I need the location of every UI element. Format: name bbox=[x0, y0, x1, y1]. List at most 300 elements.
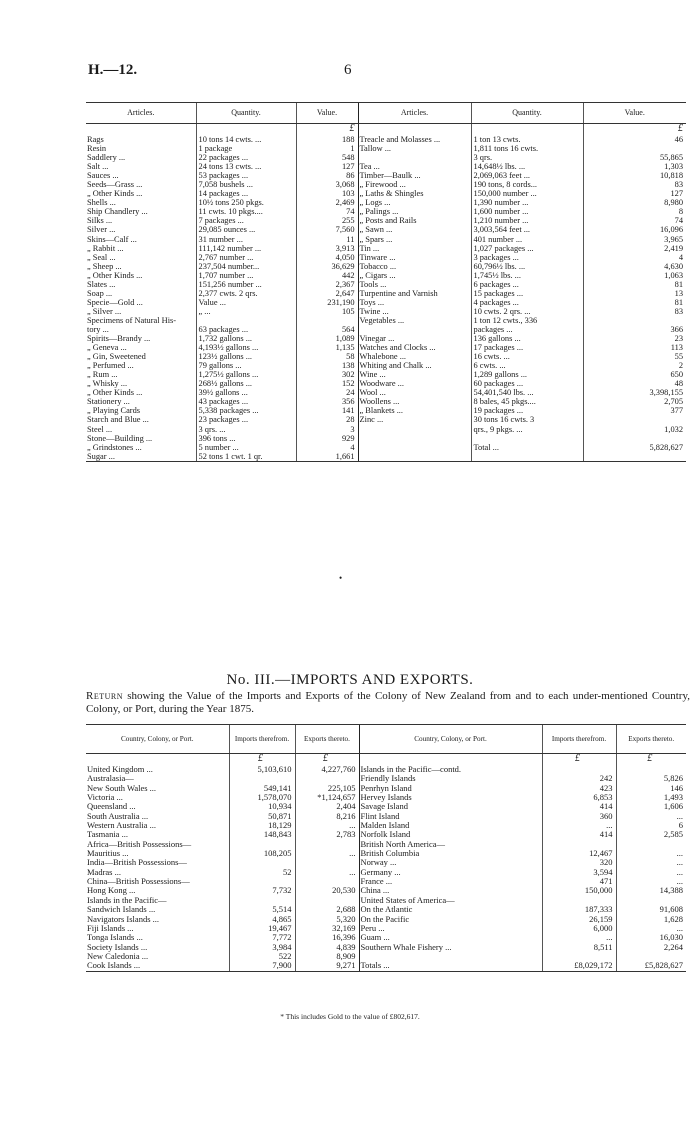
exports-cell: 9,271 bbox=[295, 961, 359, 971]
quantity-cell: 111,142 number ... bbox=[196, 244, 296, 253]
article-cell: „ Grindstones ... bbox=[87, 442, 142, 452]
value-cell: 3,398,155 bbox=[583, 388, 686, 397]
quantity-cell: 6 cwts. ... bbox=[471, 361, 583, 370]
value-cell: 81 bbox=[583, 298, 686, 307]
country-cell bbox=[359, 952, 542, 961]
quantity-cell: 396 tons ... bbox=[196, 434, 296, 443]
quantity-cell: 4,193½ gallons ... bbox=[196, 343, 296, 352]
exports-cell: 8,216 bbox=[295, 812, 359, 821]
quantity-cell: 14,648½ lbs. ... bbox=[471, 162, 583, 171]
table-row bbox=[86, 280, 686, 289]
value-cell: 650 bbox=[583, 370, 686, 379]
value-cell: 24 bbox=[296, 388, 358, 397]
imports-cell: 148,843 bbox=[229, 830, 295, 839]
article-cell: Stone—Building ... bbox=[87, 433, 153, 443]
exports-cell: 225,105 bbox=[295, 784, 359, 793]
exports-cell: 4,839 bbox=[295, 943, 359, 952]
quantity-cell: 14 packages ... bbox=[196, 189, 296, 198]
value-cell: 83 bbox=[583, 307, 686, 316]
table-row bbox=[86, 840, 686, 849]
exports-cell: ... bbox=[616, 812, 686, 821]
article-cell: „ Sawn ... bbox=[358, 225, 471, 234]
quantity-cell: 123½ gallons ... bbox=[196, 352, 296, 361]
quantity-cell: 63 packages ... bbox=[196, 325, 296, 334]
country-cell: Society Islands ... bbox=[87, 942, 148, 952]
exports-cell: 2,585 bbox=[616, 830, 686, 839]
articles-table-header bbox=[86, 103, 686, 124]
quantity-cell: 1,289 gallons ... bbox=[471, 370, 583, 379]
quantity-cell: 60 packages ... bbox=[471, 379, 583, 388]
country-cell: France ... bbox=[359, 877, 542, 886]
imports-cell: 12,467 bbox=[542, 849, 616, 858]
exports-cell: ... bbox=[295, 849, 359, 858]
value-cell: 13 bbox=[583, 289, 686, 298]
article-cell: Stationery ... bbox=[87, 397, 130, 407]
currency-exports-left: £ bbox=[295, 754, 359, 766]
exports-cell: ... bbox=[295, 868, 359, 877]
table-row bbox=[86, 765, 686, 774]
country-cell: India—British Possessions— bbox=[87, 858, 187, 868]
value-cell: 46 bbox=[583, 135, 686, 144]
country-cell: Western Australia ... bbox=[87, 821, 156, 831]
quantity-cell: 4 packages ... bbox=[471, 298, 583, 307]
quantity-cell: Value ... bbox=[196, 298, 296, 307]
value-cell: 10,818 bbox=[583, 171, 686, 180]
table-row bbox=[86, 397, 686, 406]
quantity-cell: 24 tons 13 cwts. ... bbox=[196, 162, 296, 171]
article-cell: „ Laths & Shingles bbox=[358, 189, 471, 198]
quantity-cell: packages ... bbox=[471, 325, 583, 334]
table-row bbox=[86, 886, 686, 895]
article-cell: Tin ... bbox=[358, 244, 471, 253]
imports-cell: 320 bbox=[542, 858, 616, 867]
exports-cell: 32,169 bbox=[295, 924, 359, 933]
quantity-cell: 136 gallons ... bbox=[471, 334, 583, 343]
country-cell: Hong Kong ... bbox=[87, 886, 136, 896]
imports-cell: 7,900 bbox=[229, 961, 295, 971]
quantity-cell: 3,003,564 feet ... bbox=[471, 225, 583, 234]
value-cell bbox=[296, 316, 358, 325]
table-row bbox=[86, 858, 686, 867]
table-row bbox=[86, 849, 686, 858]
table-row bbox=[86, 388, 686, 397]
quantity-cell: 60,796½ lbs. ... bbox=[471, 262, 583, 271]
quantity-cell: 16 cwts. ... bbox=[471, 352, 583, 361]
table-row bbox=[86, 961, 686, 971]
country-cell: Australasia— bbox=[87, 774, 134, 784]
value-cell: 1,135 bbox=[296, 343, 358, 352]
header-exports-right: Exports thereto. bbox=[616, 725, 686, 754]
article-cell: Salt ... bbox=[87, 162, 109, 172]
header-imports-left: Imports therefrom. bbox=[229, 725, 295, 754]
country-cell: Norfolk Island bbox=[359, 830, 542, 839]
article-cell: Steel ... bbox=[87, 424, 113, 434]
country-cell: Islands in the Pacific—contd. bbox=[359, 765, 542, 774]
imports-cell: 108,205 bbox=[229, 849, 295, 858]
country-cell: Peru ... bbox=[359, 924, 542, 933]
table-row bbox=[86, 868, 686, 877]
quantity-cell: 1,600 number ... bbox=[471, 207, 583, 216]
imports-cell bbox=[229, 896, 295, 905]
article-cell: Twine ... bbox=[358, 307, 471, 316]
table-row bbox=[86, 144, 686, 153]
value-cell: 2,647 bbox=[296, 289, 358, 298]
quantity-cell: 7,058 bushels ... bbox=[196, 180, 296, 189]
value-cell: 105 bbox=[296, 307, 358, 316]
table-row bbox=[86, 943, 686, 952]
table-row bbox=[86, 316, 686, 325]
imports-cell: 522 bbox=[229, 952, 295, 961]
quantity-cell: 1,027 packages ... bbox=[471, 244, 583, 253]
value-cell: 255 bbox=[296, 216, 358, 225]
table-row bbox=[86, 877, 686, 886]
country-cell: Tasmania ... bbox=[87, 830, 128, 840]
article-cell: Woollens ... bbox=[358, 397, 471, 406]
quantity-cell: 2,377 cwts. 2 qrs. bbox=[196, 289, 296, 298]
country-cell: New Caledonia ... bbox=[87, 951, 149, 961]
imports-cell: 6,000 bbox=[542, 924, 616, 933]
quantity-cell: qrs., 9 pkgs. ... bbox=[471, 425, 583, 434]
table-row bbox=[86, 830, 686, 839]
table-row bbox=[86, 443, 686, 452]
value-cell: 8 bbox=[583, 207, 686, 216]
value-cell: 4 bbox=[583, 253, 686, 262]
imports-cell: 414 bbox=[542, 802, 616, 811]
value-cell: 3,913 bbox=[296, 244, 358, 253]
exports-cell: ... bbox=[616, 858, 686, 867]
value-cell: 103 bbox=[296, 189, 358, 198]
article-cell: Seeds—Grass ... bbox=[87, 180, 143, 190]
exports-cell: ... bbox=[616, 877, 686, 886]
article-cell: Turpentine and Varnish bbox=[358, 289, 471, 298]
country-cell: On the Pacific bbox=[359, 915, 542, 924]
exports-cell: 14,388 bbox=[616, 886, 686, 895]
quantity-cell: 39½ gallons ... bbox=[196, 388, 296, 397]
value-cell: 302 bbox=[296, 370, 358, 379]
table-row bbox=[86, 216, 686, 225]
exports-cell: 1,493 bbox=[616, 793, 686, 802]
quantity-cell: 190 tons, 8 cords... bbox=[471, 180, 583, 189]
country-cell: China—British Possessions— bbox=[87, 877, 190, 887]
imports-cell: £8,029,172 bbox=[542, 961, 616, 971]
country-cell: Southern Whale Fishery ... bbox=[359, 943, 542, 952]
quantity-cell: 150,000 number ... bbox=[471, 189, 583, 198]
exports-cell: 5,320 bbox=[295, 915, 359, 924]
quantity-cell: 7 packages ... bbox=[196, 216, 296, 225]
quantity-cell: 1 ton 12 cwts., 336 bbox=[471, 316, 583, 325]
table-row bbox=[86, 207, 686, 216]
country-cell: Victoria ... bbox=[87, 793, 123, 803]
article-cell: Rags bbox=[87, 135, 104, 144]
country-cell: Germany ... bbox=[359, 868, 542, 877]
country-cell: Penrhyn Island bbox=[359, 784, 542, 793]
article-cell: Resin bbox=[87, 144, 107, 154]
currency-imports-right: £ bbox=[542, 754, 616, 766]
exports-cell bbox=[295, 774, 359, 783]
article-cell: „ Posts and Rails bbox=[358, 216, 471, 225]
quantity-cell: 5,338 packages ... bbox=[196, 406, 296, 415]
value-cell: 16,096 bbox=[583, 225, 686, 234]
country-cell: Sandwich Islands ... bbox=[87, 905, 156, 915]
value-cell: 1,063 bbox=[583, 271, 686, 280]
value-cell: 28 bbox=[296, 415, 358, 424]
imports-cell: 6,853 bbox=[542, 793, 616, 802]
imports-cell: 10,934 bbox=[229, 802, 295, 811]
table-row bbox=[86, 180, 686, 189]
exports-cell: ... bbox=[616, 924, 686, 933]
exports-cell: 2,688 bbox=[295, 905, 359, 914]
value-cell: 83 bbox=[583, 180, 686, 189]
table-row bbox=[86, 253, 686, 262]
quantity-cell: 1 package bbox=[196, 144, 296, 153]
value-cell: 4 bbox=[296, 443, 358, 452]
article-cell: Saddlery ... bbox=[87, 153, 126, 163]
table-row bbox=[86, 171, 686, 180]
quantity-cell bbox=[196, 316, 296, 325]
imports-cell bbox=[542, 952, 616, 961]
country-cell: British Columbia bbox=[359, 849, 542, 858]
article-cell: Whalebone ... bbox=[358, 352, 471, 361]
exports-cell: 8,909 bbox=[295, 952, 359, 961]
article-cell: „ Blankets ... bbox=[358, 406, 471, 415]
imports-cell: 50,871 bbox=[229, 812, 295, 821]
exports-cell bbox=[616, 896, 686, 905]
country-cell: Fiji Islands ... bbox=[87, 923, 134, 933]
value-cell: 2,705 bbox=[583, 397, 686, 406]
article-cell: Woodware ... bbox=[358, 379, 471, 388]
imports-cell bbox=[229, 840, 295, 849]
article-cell: Tobacco ... bbox=[358, 262, 471, 271]
table-row bbox=[86, 802, 686, 811]
section-description bbox=[86, 690, 690, 716]
quantity-cell: Total ... bbox=[471, 443, 583, 452]
imports-cell: 4,865 bbox=[229, 915, 295, 924]
imports-cell bbox=[229, 877, 295, 886]
value-cell: 3,068 bbox=[296, 180, 358, 189]
article-cell: Tea ... bbox=[358, 162, 471, 171]
table-row bbox=[86, 153, 686, 162]
article-cell: „ Other Kinds ... bbox=[87, 388, 143, 398]
value-cell: 138 bbox=[296, 361, 358, 370]
article-cell: Wool ... bbox=[358, 388, 471, 397]
country-cell: United States of America— bbox=[359, 896, 542, 905]
imports-cell: 5,514 bbox=[229, 905, 295, 914]
country-cell: Navigators Islands ... bbox=[87, 914, 160, 924]
exports-cell: 2,783 bbox=[295, 830, 359, 839]
country-cell: Madras ... bbox=[87, 867, 121, 877]
currency-symbol-left: £ bbox=[296, 124, 358, 136]
imports-cell bbox=[542, 765, 616, 774]
quantity-cell: 3 qrs. bbox=[471, 153, 583, 162]
country-cell: South Australia ... bbox=[87, 811, 149, 821]
table-row bbox=[86, 189, 686, 198]
article-cell: „ Other Kinds ... bbox=[87, 270, 143, 280]
quantity-cell: 151,256 number ... bbox=[196, 280, 296, 289]
article-cell: „ Rum ... bbox=[87, 370, 118, 380]
value-cell: 74 bbox=[583, 216, 686, 225]
table-row bbox=[86, 325, 686, 334]
table-row bbox=[86, 262, 686, 271]
value-cell: 74 bbox=[296, 207, 358, 216]
imports-cell: 52 bbox=[229, 868, 295, 877]
value-cell: 1,089 bbox=[296, 334, 358, 343]
quantity-cell: 6 packages ... bbox=[471, 280, 583, 289]
value-cell: 23 bbox=[583, 334, 686, 343]
imports-cell: 1,578,070 bbox=[229, 793, 295, 802]
header-value-left: Value. bbox=[296, 103, 358, 124]
value-cell: 55 bbox=[583, 352, 686, 361]
table-row bbox=[86, 361, 686, 370]
value-cell: 1,032 bbox=[583, 425, 686, 434]
imports-cell: 471 bbox=[542, 877, 616, 886]
header-quantity-left: Quantity. bbox=[196, 103, 296, 124]
article-cell bbox=[358, 434, 471, 443]
country-cell: Mauritius ... bbox=[87, 849, 129, 859]
table-row bbox=[86, 821, 686, 830]
value-cell: 8,980 bbox=[583, 198, 686, 207]
value-cell bbox=[583, 434, 686, 443]
article-cell: Sugar ... bbox=[86, 452, 196, 462]
country-cell: Guam ... bbox=[359, 933, 542, 942]
table-row bbox=[86, 343, 686, 352]
article-cell: Slates ... bbox=[87, 279, 116, 289]
table-row bbox=[86, 774, 686, 783]
article-cell: Whiting and Chalk ... bbox=[358, 361, 471, 370]
article-cell: Tallow ... bbox=[358, 144, 471, 153]
value-cell: 5,828,627 bbox=[583, 443, 686, 452]
header-country-right: Country, Colony, or Port. bbox=[359, 725, 542, 754]
country-cell: Islands in the Pacific— bbox=[87, 895, 167, 905]
value-cell: 113 bbox=[583, 343, 686, 352]
article-cell: Watches and Clocks ... bbox=[358, 343, 471, 352]
exports-cell: 146 bbox=[616, 784, 686, 793]
exports-cell: 2,264 bbox=[616, 943, 686, 952]
value-cell: 48 bbox=[583, 379, 686, 388]
table-row bbox=[86, 225, 686, 234]
article-cell: „ Cigars ... bbox=[358, 271, 471, 280]
article-cell bbox=[358, 443, 471, 452]
exports-cell: ... bbox=[616, 868, 686, 877]
quantity-cell: 1,732 gallons ... bbox=[196, 334, 296, 343]
article-cell: Skins—Calf ... bbox=[87, 234, 137, 244]
imports-cell: 3,984 bbox=[229, 943, 295, 952]
value-cell: 3,965 bbox=[583, 235, 686, 244]
article-cell: „ Gin, Sweetened bbox=[87, 352, 146, 362]
exports-cell: £5,828,627 bbox=[616, 961, 686, 971]
imports-cell: 18,129 bbox=[229, 821, 295, 830]
table-row bbox=[86, 924, 686, 933]
quantity-cell: 17 packages ... bbox=[471, 343, 583, 352]
quantity-cell: 11 cwts. 10 pkgs.... bbox=[196, 207, 296, 216]
imports-cell bbox=[229, 858, 295, 867]
return-word: Return bbox=[86, 690, 124, 702]
quantity-cell: 79 gallons ... bbox=[196, 361, 296, 370]
article-cell: Tinware ... bbox=[358, 253, 471, 262]
quantity-cell: 5 number ... bbox=[196, 443, 296, 452]
imports-cell: 7,732 bbox=[229, 886, 295, 895]
imports-cell: 242 bbox=[542, 774, 616, 783]
exports-cell bbox=[616, 765, 686, 774]
exports-cell: ... bbox=[616, 849, 686, 858]
table-row bbox=[86, 235, 686, 244]
quantity-cell: 237,504 number... bbox=[196, 262, 296, 271]
exports-cell: 4,227,760 bbox=[295, 765, 359, 774]
imports-cell: ... bbox=[542, 933, 616, 942]
country-cell: British North America— bbox=[359, 840, 542, 849]
value-cell: 1,303 bbox=[583, 162, 686, 171]
quantity-cell: 53 packages ... bbox=[196, 171, 296, 180]
exports-cell bbox=[295, 896, 359, 905]
article-cell: „ Rabbit ... bbox=[87, 243, 124, 253]
exports-cell: 16,396 bbox=[295, 933, 359, 942]
exports-cell: 5,826 bbox=[616, 774, 686, 783]
country-cell: Friendly Islands bbox=[359, 774, 542, 783]
page-reference: H.—12. bbox=[88, 62, 138, 78]
value-cell: 152 bbox=[296, 379, 358, 388]
table-row bbox=[86, 307, 686, 316]
value-cell: 564 bbox=[296, 325, 358, 334]
separator-mark: • bbox=[339, 573, 343, 583]
imports-cell: 187,333 bbox=[542, 905, 616, 914]
value-cell: 356 bbox=[296, 397, 358, 406]
quantity-cell: 3 packages ... bbox=[471, 253, 583, 262]
currency-imports-left: £ bbox=[229, 754, 295, 766]
table-row bbox=[86, 244, 686, 253]
value-cell: 3 bbox=[296, 425, 358, 434]
article-cell bbox=[358, 153, 471, 162]
value-cell: 377 bbox=[583, 406, 686, 415]
table-row bbox=[86, 915, 686, 924]
quantity-cell: 52 tons 1 cwt. 1 qr. bbox=[196, 452, 296, 462]
quantity-cell: 23 packages ... bbox=[196, 415, 296, 424]
header-country-left: Country, Colony, or Port. bbox=[86, 725, 229, 754]
exports-cell bbox=[616, 952, 686, 961]
article-cell: Vegetables ... bbox=[358, 316, 471, 325]
table-row bbox=[86, 352, 686, 361]
value-cell: 2,419 bbox=[583, 244, 686, 253]
article-cell: Silver ... bbox=[87, 225, 116, 235]
quantity-cell: 10½ tons 250 pkgs. bbox=[196, 198, 296, 207]
header-exports-left: Exports thereto. bbox=[295, 725, 359, 754]
value-cell: 4,050 bbox=[296, 253, 358, 262]
country-cell: Tonga Islands ... bbox=[87, 933, 143, 943]
table-row bbox=[86, 289, 686, 298]
header-quantity-right: Quantity. bbox=[471, 103, 583, 124]
page-number: 6 bbox=[344, 62, 352, 78]
table-row bbox=[86, 425, 686, 434]
country-cell: Totals ... bbox=[359, 961, 542, 971]
quantity-cell: 22 packages ... bbox=[196, 153, 296, 162]
article-cell: Tools ... bbox=[358, 280, 471, 289]
exports-cell bbox=[295, 840, 359, 849]
quantity-cell: 268½ gallons ... bbox=[196, 379, 296, 388]
country-cell: Flint Island bbox=[359, 812, 542, 821]
quantity-cell: 43 packages ... bbox=[196, 397, 296, 406]
exports-cell bbox=[616, 840, 686, 849]
value-cell: 548 bbox=[296, 153, 358, 162]
table-row bbox=[86, 298, 686, 307]
value-cell: 2,469 bbox=[296, 198, 358, 207]
value-cell: 86 bbox=[296, 171, 358, 180]
imports-cell: 150,000 bbox=[542, 886, 616, 895]
quantity-cell: 1,811 tons 16 cwts. bbox=[471, 144, 583, 153]
quantity-cell: 31 number ... bbox=[196, 235, 296, 244]
exports-cell: *1,124,657 bbox=[295, 793, 359, 802]
table-row bbox=[86, 334, 686, 343]
article-cell: Treacle and Molasses ... bbox=[358, 135, 471, 144]
value-cell: 81 bbox=[583, 280, 686, 289]
value-cell bbox=[583, 144, 686, 153]
